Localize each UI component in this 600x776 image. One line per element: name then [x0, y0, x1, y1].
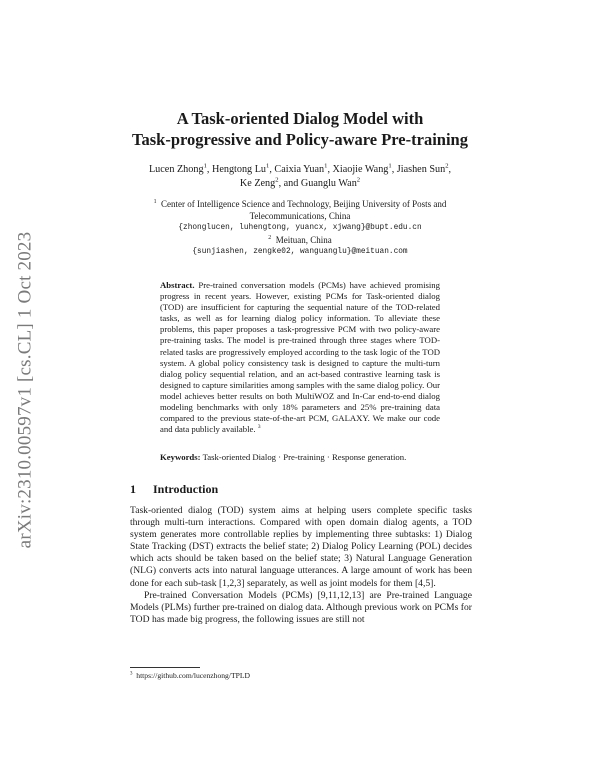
paper-title: [0, 108, 600, 150]
affiliations: [140, 198, 460, 258]
keywords: [160, 452, 450, 463]
footnote-number: 3: [130, 671, 133, 677]
author-name: Ke Zeng: [239, 178, 276, 189]
abstract-text: Pre-trained conversation models (PCMs) have achieved promising progress in recent years. However, existing PCMs for Task-oriented dialog (TOD) are insufficient for capturing the sequential nature of the TOD-related tasks, as well as for learning dialog policy information. To alleviate these problems, this paper proposes a task-progressive PCM with two policy-aware pre-training tasks. The model is pre-trained through three stages where TOD-related tasks are progressively employed according to the task logic of the TOD system. A global policy consistency task is designed to capture the multi-turn dialog policy sequential relation, and an act-based contrastive learning task is designed to capture similarities among samples with the same dialog policy. Our model achieves better results on both MultiWOZ and In-Car end-to-end dialog modeling benchmarks with only 18% parameters and 25% pre-training data compared to the previous state-of-the-art PCM, GALAXY. We make our code and data publicly available.: [160, 280, 440, 435]
section-heading: [130, 482, 218, 497]
section-title: Introduction: [153, 482, 219, 496]
author-name: Jiashen Sun: [396, 164, 446, 175]
email-2: {sunjiashen, zengke02, wanguanglu}@meituan.com: [192, 248, 408, 256]
author-list: Lucen Zhong$^1$, Hengtong Lu$^1$, Caixia Yuan$^1$, Xiaojie Wang$^1$, Jiashen Sun$^2$, Ke Zeng$^2$, and Guanglu Wan$^2$: [148, 162, 452, 189]
arxiv-identifier: arXiv:2310.00597v1 [cs.CL] 1 Oct 2023: [14, 231, 36, 549]
author-name: Lucen Zhong: [148, 164, 204, 175]
title-line-1: A Task-oriented Dialog Model with: [176, 109, 424, 128]
abstract: [160, 280, 440, 435]
arxiv-identifier-sidebar: [2, 210, 48, 570]
author-name: Caixia Yuan: [274, 164, 325, 175]
footnote: [130, 671, 250, 681]
affiliation-2: $^2$ Meituan, China: [268, 235, 332, 245]
author-name: Xiaojie Wang: [332, 164, 389, 175]
title-line-2: Task-progressive and Policy-aware Pre-training: [132, 130, 468, 149]
paragraph: Pre-trained Conversation Models (PCMs) [9,11,12,13] are Pre-trained Language Models (PLMs) further pre-trained on dialog data. Although previous work on PCMs for TOD has made big progress, the following issues are still not: [130, 589, 472, 625]
affiliation-1: $^1$ Center of Intelligence Science and Technology, Beijing University of Posts and Telecommunications, China: [153, 199, 447, 221]
keywords-label: Keywords:: [160, 452, 201, 462]
body-text: [130, 505, 472, 626]
footnote-rule: [130, 667, 200, 668]
footnote-link[interactable]: https://github.com/lucenzhong/TPLD: [136, 671, 250, 680]
abstract-label: Abstract.: [160, 280, 195, 290]
author-name: Hengtong Lu: [211, 164, 267, 175]
author-name: Guanglu Wan: [300, 178, 357, 189]
keywords-text: Task-oriented Dialog · Pre-training · Response generation.: [202, 452, 407, 462]
email-1: {zhonglucen, luhengtong, yuancx, xjwang}@bupt.edu.cn: [178, 224, 422, 232]
paragraph: Task-oriented dialog (TOD) system aims at helping users complete specific tasks through multi-turn interactions. Compared with open domain dialog agents, a TOD system generates more controllable replies by implementing three subtasks: 1) Dialog State Tracking (DST) extracts the belief state; 2) Dialog Policy Learning (POL) decides which acts should be taken based on the belief state; 3) Natural Language Generation (NLG) converts acts into natural language utterances. A large amount of work has been done for each sub-task [1,2,3] separately, as well as joint models for them [4,5].: [130, 505, 472, 589]
footnote-marker: 3: [257, 424, 261, 431]
section-number: 1: [130, 482, 136, 496]
